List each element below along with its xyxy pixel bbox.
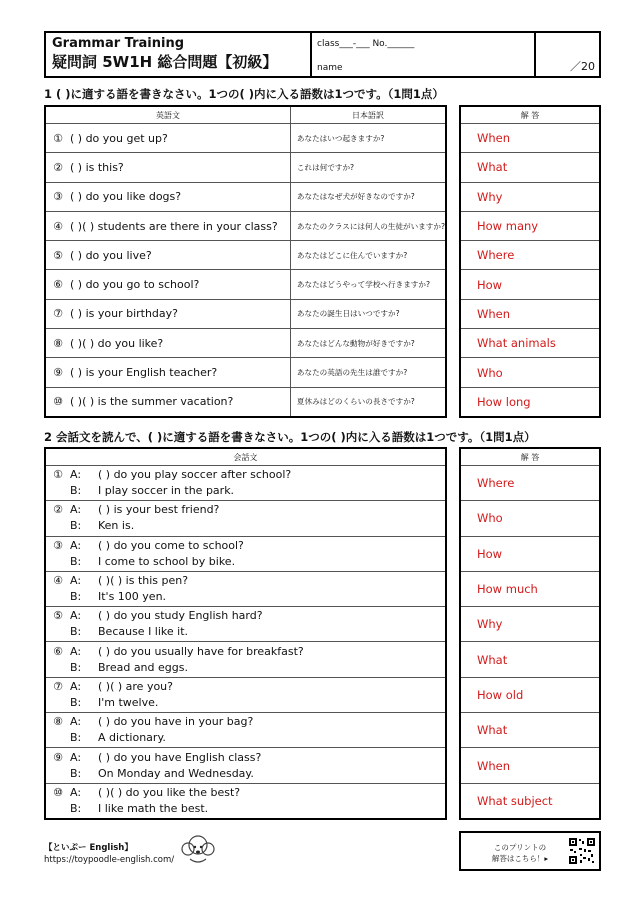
- worksheet-topic-title: 疑問詞 5W1H 総合問題【初級】: [52, 53, 278, 71]
- dialogue-row: [45, 642, 446, 677]
- col-header-answer: 解 答: [460, 448, 600, 466]
- answer-row: [460, 182, 600, 211]
- speaker-a-label: A:: [70, 644, 82, 658]
- speaker-a-label: A:: [70, 609, 82, 623]
- question-japanese: あなたはどこに住んでいますか?: [290, 241, 446, 270]
- speaker-b-label: B:: [70, 731, 82, 745]
- speaker-a-label: A:: [70, 785, 82, 799]
- question-japanese: あなたのクラスには何人の生徒がいますか?: [290, 211, 446, 240]
- question-number: ①: [53, 468, 63, 482]
- section1-question-table: [44, 105, 447, 418]
- speaker-b-label: B:: [70, 625, 82, 639]
- speaker-a-text: ( ) do you have English class?: [98, 750, 262, 764]
- question-number: ④: [53, 574, 63, 588]
- speaker-a-text: ( )( ) do you like the best?: [98, 785, 241, 799]
- dialogue-line-b: [46, 801, 445, 817]
- dialogue-line-b: [46, 730, 445, 746]
- speaker-b-label: B:: [70, 801, 82, 815]
- question-text: ( ) is this?: [70, 160, 124, 174]
- dialogue-row: [45, 536, 446, 571]
- answer-row: [460, 270, 600, 299]
- dialogue-row: [45, 466, 446, 501]
- speaker-a-label: A:: [70, 538, 82, 552]
- table-row: [45, 124, 446, 153]
- answer-cell[interactable]: How many: [460, 211, 600, 240]
- student-info-box: [312, 31, 534, 78]
- question-english: [45, 358, 290, 387]
- col-header-conversation: 会話文: [45, 448, 446, 466]
- answer-row: [460, 642, 600, 677]
- question-english: [45, 299, 290, 328]
- dialogue-line-a: [46, 467, 445, 483]
- worksheet-title-box: [44, 31, 312, 78]
- answer-cell[interactable]: When: [460, 748, 600, 783]
- dialogue-line-a: [46, 502, 445, 518]
- question-japanese: 夏休みはどのくらいの長さですか?: [290, 387, 446, 417]
- speaker-a-text: ( ) is your best friend?: [98, 503, 220, 517]
- speaker-b-label: B:: [70, 590, 82, 604]
- dialogue-row: [45, 501, 446, 536]
- dialogue-cell: [45, 501, 446, 536]
- speaker-a-label: A:: [70, 574, 82, 588]
- col-header-answer: 解 答: [460, 106, 600, 124]
- speaker-b-text: Because I like it.: [98, 625, 189, 639]
- speaker-b-label: B:: [70, 660, 82, 674]
- dialogue-row: [45, 783, 446, 819]
- question-number: ⑦: [53, 307, 63, 321]
- speaker-b-text: I come to school by bike.: [98, 554, 236, 568]
- qr-code-icon[interactable]: [569, 838, 595, 864]
- class-number-field[interactable]: class___-___ No.______: [317, 39, 415, 49]
- answer-row: [460, 299, 600, 328]
- speaker-a-label: A:: [70, 503, 82, 517]
- speaker-a-text: ( ) do you have in your bag?: [98, 715, 254, 729]
- speaker-b-label: B:: [70, 766, 82, 780]
- question-number: ②: [53, 503, 63, 517]
- dialogue-cell: [45, 607, 446, 642]
- question-english: [45, 211, 290, 240]
- answer-cell[interactable]: How long: [460, 387, 600, 417]
- speaker-a-label: A:: [70, 750, 82, 764]
- speaker-a-text: ( ) do you play soccer after school?: [98, 468, 292, 482]
- question-text: ( ) is your birthday?: [70, 307, 179, 321]
- question-number: ④: [53, 219, 63, 233]
- answer-row: [460, 607, 600, 642]
- dialogue-cell: [45, 783, 446, 819]
- col-header-english: 英語文: [45, 106, 290, 124]
- score-total: ／20: [570, 60, 595, 73]
- question-japanese: あなたはどんな動物が好きですか?: [290, 329, 446, 358]
- speaker-b-text: Bread and eggs.: [98, 660, 188, 674]
- speaker-b-label: B:: [70, 484, 82, 498]
- speaker-b-text: It's 100 yen.: [98, 590, 167, 604]
- question-japanese: あなたはいつ起きますか?: [290, 124, 446, 153]
- dialogue-cell: [45, 466, 446, 501]
- dialogue-row: [45, 748, 446, 783]
- dialogue-cell: [45, 642, 446, 677]
- section2-answer-table: [459, 447, 601, 820]
- section2-dialogue-table: [44, 447, 447, 820]
- brand-url[interactable]: https://toypoodle-english.com/: [44, 855, 175, 865]
- speaker-a-label: A:: [70, 715, 82, 729]
- speaker-b-text: A dictionary.: [98, 731, 166, 745]
- speaker-b-label: B:: [70, 554, 82, 568]
- question-number: ③: [53, 538, 63, 552]
- footer-brand: [44, 842, 174, 866]
- answer-link-text: [475, 842, 565, 864]
- question-number: ②: [53, 160, 63, 174]
- speaker-b-text: On Monday and Wednesday.: [98, 766, 254, 780]
- question-text: ( )( ) is the summer vacation?: [70, 395, 234, 409]
- question-text: ( ) is your English teacher?: [70, 366, 218, 380]
- answer-row: [460, 153, 600, 182]
- answer-cell[interactable]: Who: [460, 358, 600, 387]
- question-japanese: あなたの誕生日はいつですか?: [290, 299, 446, 328]
- speaker-b-text: I play soccer in the park.: [98, 484, 235, 498]
- dialogue-line-a: [46, 608, 445, 624]
- question-text: ( ) do you like dogs?: [70, 190, 182, 204]
- answer-cell[interactable]: Who: [460, 501, 600, 536]
- dialogue-line-a: [46, 573, 445, 589]
- answer-row: [460, 713, 600, 748]
- question-number: ⑩: [53, 395, 63, 409]
- dialogue-line-b: [46, 660, 445, 676]
- question-number: ⑩: [53, 785, 63, 799]
- answer-cell[interactable]: What animals: [460, 329, 600, 358]
- question-english: [45, 387, 290, 417]
- answer-cell[interactable]: How: [460, 536, 600, 571]
- speaker-a-text: ( ) do you study English hard?: [98, 609, 263, 623]
- answer-link-line1: このプリントの: [493, 843, 547, 852]
- question-text: ( )( ) students are there in your class?: [70, 219, 278, 233]
- speaker-a-label: A:: [70, 679, 82, 693]
- table-row: [45, 182, 446, 211]
- question-japanese: あなたはなぜ犬が好きなのですか?: [290, 182, 446, 211]
- answer-row: [460, 241, 600, 270]
- dialogue-line-a: [46, 644, 445, 660]
- question-number: ③: [53, 190, 63, 204]
- table-row: [45, 387, 446, 417]
- dialogue-cell: [45, 677, 446, 712]
- question-english: [45, 329, 290, 358]
- speaker-a-text: ( ) do you come to school?: [98, 538, 244, 552]
- dialogue-line-b: [46, 624, 445, 640]
- col-header-japanese: 日本語訳: [290, 106, 446, 124]
- answer-cell[interactable]: What: [460, 153, 600, 182]
- dialogue-cell: [45, 571, 446, 606]
- table-row: [45, 153, 446, 182]
- question-japanese: あなたの英語の先生は誰ですか?: [290, 358, 446, 387]
- answer-row: [460, 783, 600, 819]
- poodle-mascot-icon: [178, 832, 218, 866]
- dialogue-line-a: [46, 750, 445, 766]
- dialogue-row: [45, 607, 446, 642]
- dialogue-line-a: [46, 679, 445, 695]
- dialogue-line-a: [46, 538, 445, 554]
- question-text: ( ) do you go to school?: [70, 278, 200, 292]
- table-row: [45, 270, 446, 299]
- answer-row: [460, 387, 600, 417]
- dialogue-line-a: [46, 785, 445, 801]
- answer-cell[interactable]: What: [460, 642, 600, 677]
- answer-cell[interactable]: When: [460, 299, 600, 328]
- question-english: [45, 153, 290, 182]
- answer-row: [460, 571, 600, 606]
- question-text: ( )( ) do you like?: [70, 336, 164, 350]
- question-number: ⑧: [53, 715, 63, 729]
- speaker-a-text: ( )( ) are you?: [98, 679, 173, 693]
- dialogue-line-a: [46, 714, 445, 730]
- answer-row: [460, 748, 600, 783]
- answer-row: [460, 358, 600, 387]
- question-number: ⑦: [53, 679, 63, 693]
- section1-instructions: 1 ( )に適する語を書きなさい。1つの( )内に入る語数は1つです。（1問1点）: [44, 87, 444, 101]
- dialogue-row: [45, 713, 446, 748]
- answer-cell[interactable]: How much: [460, 571, 600, 606]
- dialogue-line-b: [46, 589, 445, 605]
- answer-row: [460, 211, 600, 240]
- dialogue-cell: [45, 536, 446, 571]
- section1-answer-table: [459, 105, 601, 418]
- answer-cell[interactable]: Why: [460, 607, 600, 642]
- brand-name: 【といぷー English】: [44, 843, 133, 853]
- answer-link-line2: 解答はこちら！▸: [491, 854, 549, 863]
- question-number: ⑥: [53, 644, 63, 658]
- question-text: ( ) do you get up?: [70, 131, 168, 145]
- answer-cell[interactable]: Why: [460, 182, 600, 211]
- question-number: ⑤: [53, 609, 63, 623]
- answer-row: [460, 677, 600, 712]
- dialogue-line-b: [46, 554, 445, 570]
- question-number: ⑨: [53, 366, 63, 380]
- answer-row: [460, 536, 600, 571]
- answer-link-box[interactable]: [459, 831, 601, 871]
- score-box: [534, 31, 601, 78]
- question-number: ①: [53, 131, 63, 145]
- question-english: [45, 182, 290, 211]
- table-row: [45, 299, 446, 328]
- dialogue-row: [45, 677, 446, 712]
- speaker-a-text: ( ) do you usually have for breakfast?: [98, 644, 304, 658]
- answer-cell[interactable]: Where: [460, 241, 600, 270]
- answer-cell[interactable]: When: [460, 124, 600, 153]
- answer-row: [460, 466, 600, 501]
- question-number: ⑤: [53, 248, 63, 262]
- answer-cell[interactable]: Where: [460, 466, 600, 501]
- dialogue-line-b: [46, 518, 445, 534]
- dialogue-line-b: [46, 483, 445, 499]
- table-row: [45, 211, 446, 240]
- dialogue-line-b: [46, 695, 445, 711]
- speaker-b-label: B:: [70, 519, 82, 533]
- answer-cell[interactable]: How: [460, 270, 600, 299]
- speaker-a-text: ( )( ) is this pen?: [98, 574, 189, 588]
- name-field[interactable]: name: [317, 63, 343, 73]
- question-text: ( ) do you live?: [70, 248, 152, 262]
- speaker-b-text: I like math the best.: [98, 801, 209, 815]
- answer-cell[interactable]: What subject: [460, 783, 600, 819]
- table-row: [45, 329, 446, 358]
- worksheet-series-title: Grammar Training: [52, 36, 185, 51]
- answer-cell[interactable]: How old: [460, 677, 600, 712]
- speaker-b-text: I'm twelve.: [98, 695, 159, 709]
- question-japanese: これは何ですか?: [290, 153, 446, 182]
- question-english: [45, 124, 290, 153]
- question-english: [45, 270, 290, 299]
- speaker-a-label: A:: [70, 468, 82, 482]
- section2-instructions: 2 会話文を読んで、( )に適する語を書きなさい。1つの( )内に入る語数は1つです。（1問1点）: [44, 430, 536, 444]
- answer-row: [460, 329, 600, 358]
- table-row: [45, 241, 446, 270]
- dialogue-row: [45, 571, 446, 606]
- table-row: [45, 358, 446, 387]
- answer-row: [460, 124, 600, 153]
- dialogue-cell: [45, 713, 446, 748]
- answer-row: [460, 501, 600, 536]
- question-number: ⑧: [53, 336, 63, 350]
- question-english: [45, 241, 290, 270]
- question-number: ⑨: [53, 750, 63, 764]
- dialogue-cell: [45, 748, 446, 783]
- question-number: ⑥: [53, 278, 63, 292]
- question-japanese: あなたはどうやって学校へ行きますか?: [290, 270, 446, 299]
- dialogue-line-b: [46, 766, 445, 782]
- answer-cell[interactable]: What: [460, 713, 600, 748]
- speaker-b-text: Ken is.: [98, 519, 135, 533]
- speaker-b-label: B:: [70, 695, 82, 709]
